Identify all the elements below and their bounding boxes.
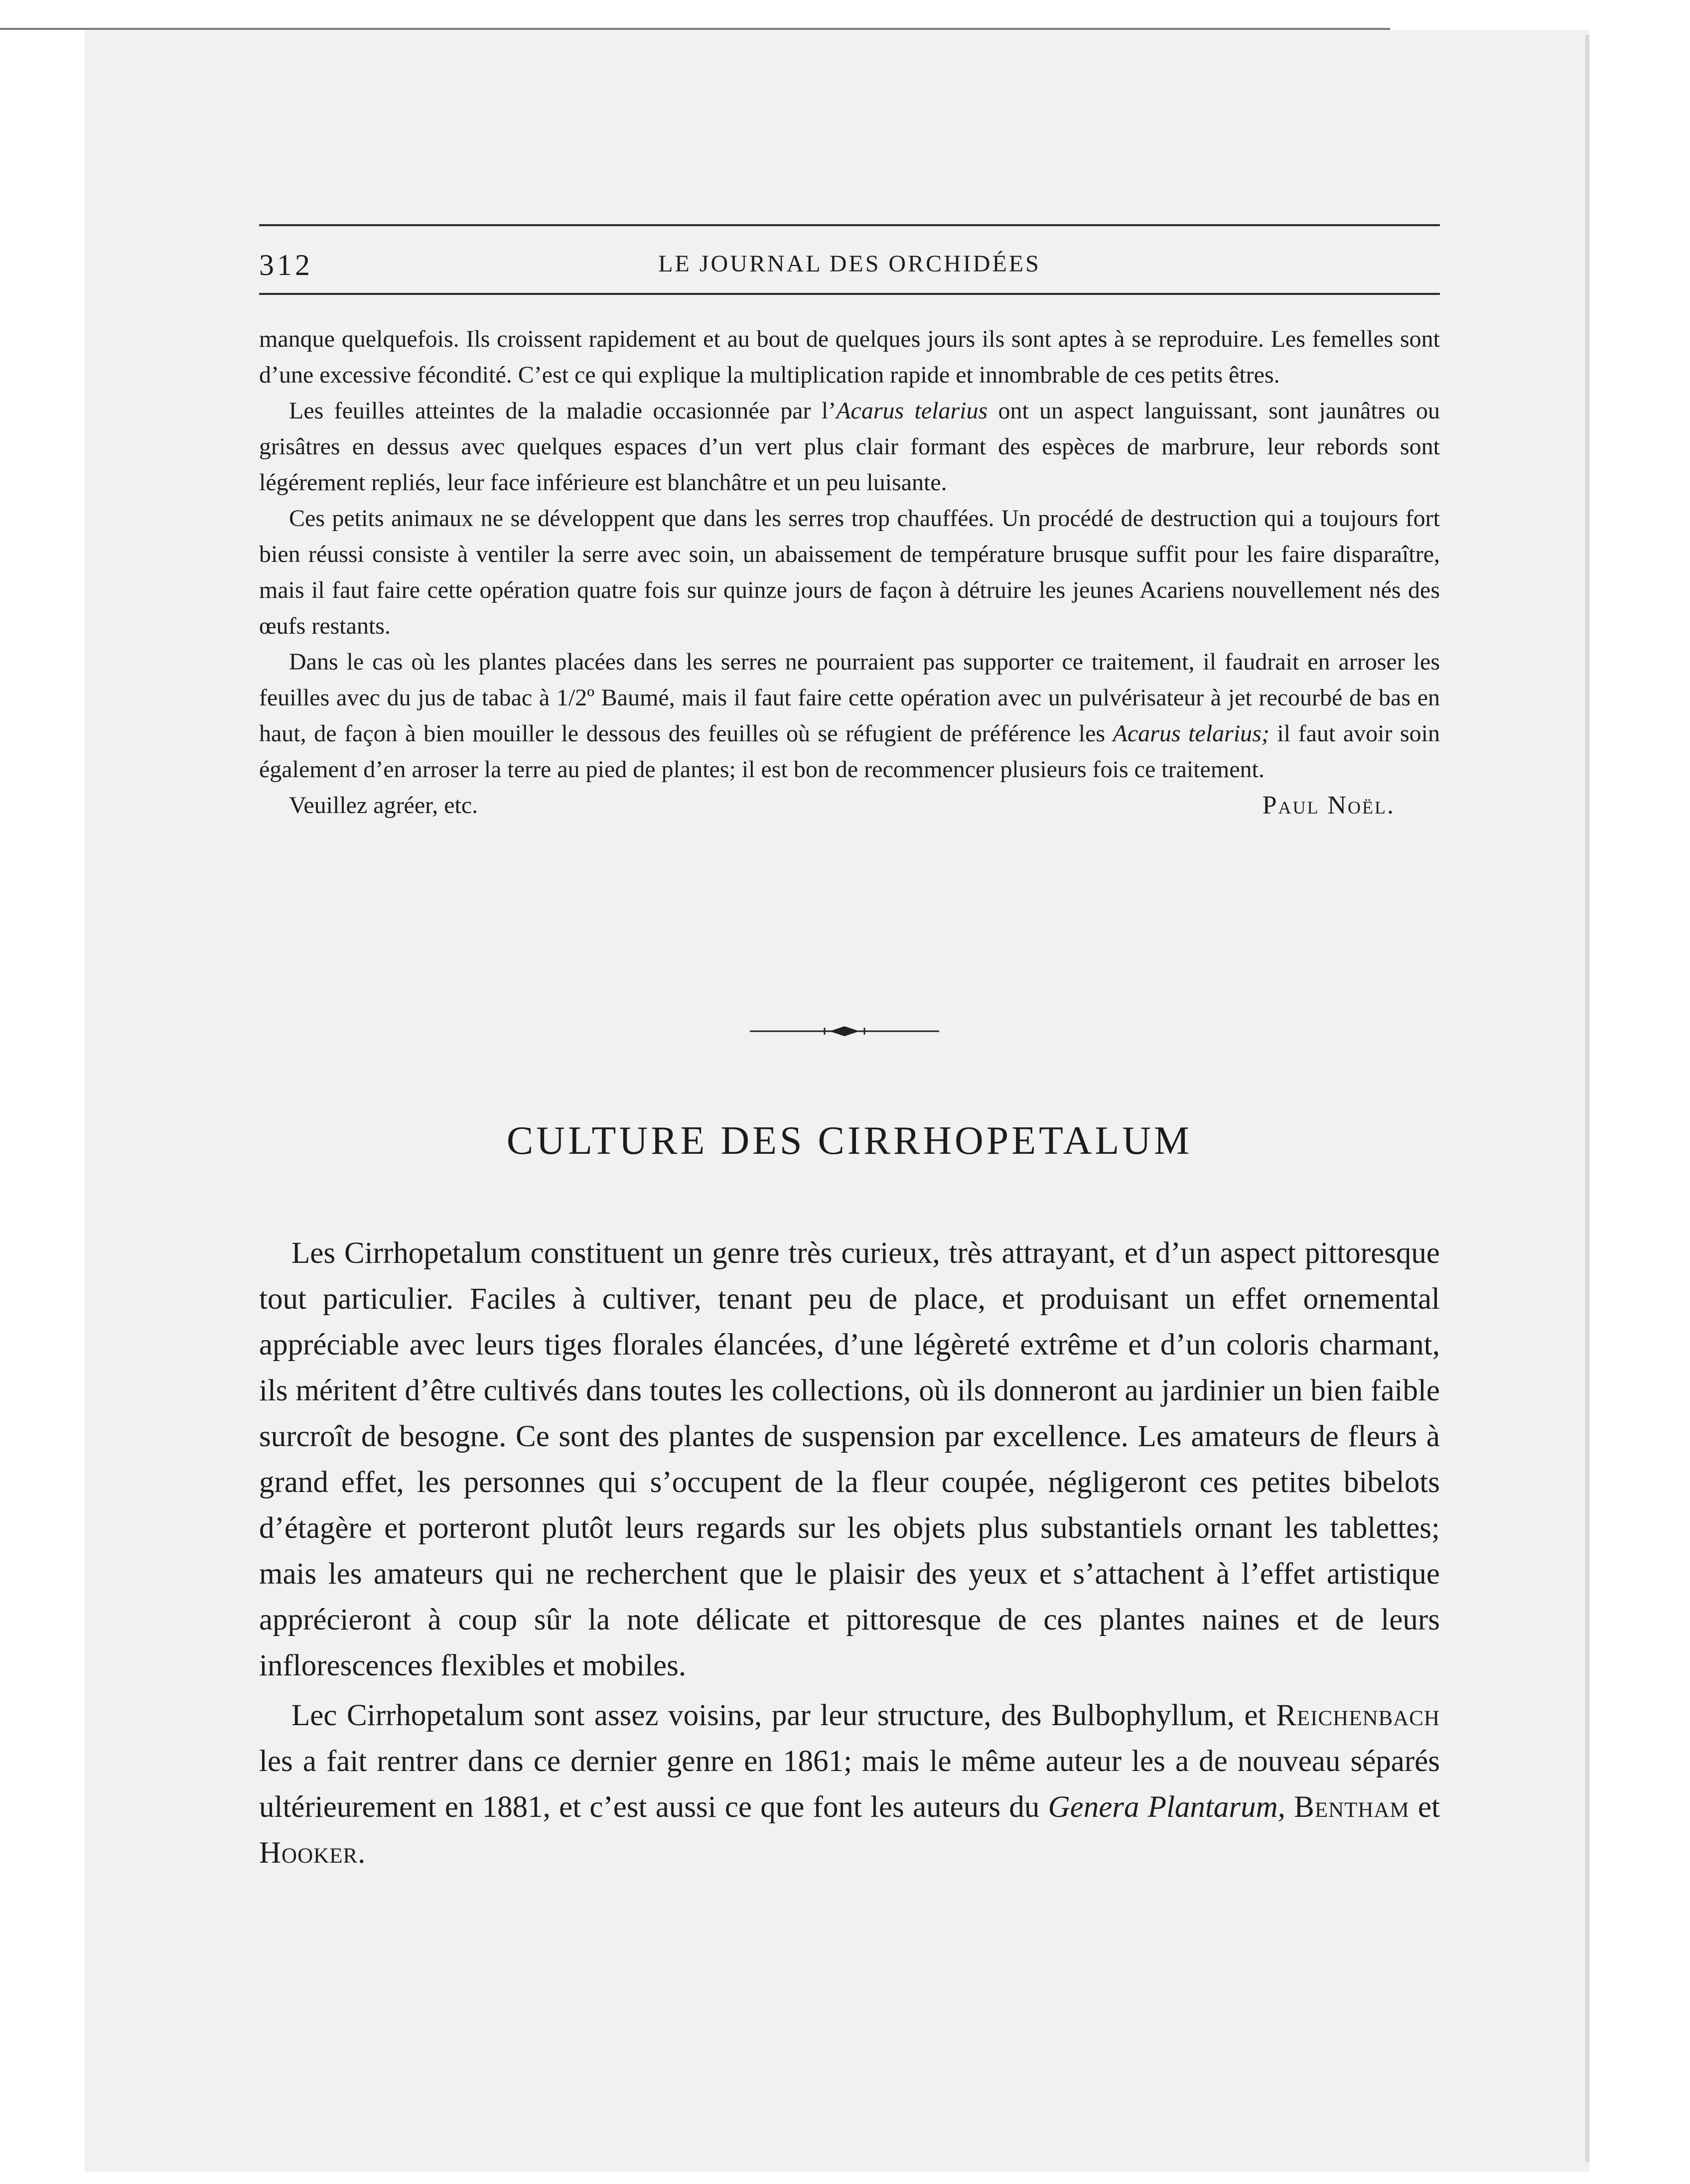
journal-title: LE JOURNAL DES ORCHIDÉES	[658, 251, 1041, 277]
section-divider-ornament	[745, 1021, 944, 1041]
header-top-rule	[259, 224, 1440, 226]
letter-closing: Veuillez agréer, etc.	[289, 792, 478, 819]
article-paragraph-2: Lec Cirrhopetalum sont assez voisins, par leur structure, des Bulbophyllum, et Reichenbach les a fait rentrer dans ce dernier genre en 1861; mais le même auteur les a de nouveau séparés ultérieurement en 1881, et c’est aussi ce que font les auteurs du Genera Plantarum, Bentham et Hooker.	[259, 1699, 1440, 1870]
author-name: Reichenbach	[1276, 1699, 1440, 1732]
author-name: Bentham	[1294, 1790, 1409, 1824]
species-name: Acarus telarius;	[1113, 720, 1269, 747]
header-bottom-rule	[259, 293, 1440, 295]
letter-paragraph-2: Les feuilles atteintes de la maladie occasionnée par l’Acarus telarius ont un aspect languissant, sont jaunâtres ou grisâtres en dessus avec quelques espaces d’un vert plus clair formant des espèces de marbrure, leur rebords sont légérement repliés, leur face inférieure est blanchâtre et un peu luisante.	[259, 398, 1440, 496]
author-name: Hooker	[259, 1836, 358, 1870]
letter-continuation	[259, 321, 1440, 823]
letter-author: Paul Noël.	[1262, 791, 1395, 819]
article-body	[259, 1230, 1440, 1880]
article-title: CULTURE DES CIRRHOPETALUM	[506, 1119, 1193, 1163]
letter-paragraph-1: manque quelquefois. Ils croissent rapidement et au bout de quelques jours ils sont aptes à se reproduire. Les femelles sont d’une excessive fécondité. C’est ce qui explique la multiplication rapide et innombrable de ces petits êtres.	[259, 326, 1440, 388]
book-title: Genera Plantarum,	[1048, 1790, 1285, 1824]
letter-paragraph-4: Dans le cas où les plantes placées dans les serres ne pourraient pas supporter ce traitement, il faudrait en arroser les feuilles avec du jus de tabac à 1/2º Baumé, mais il faut faire cette opération avec un pulvérisateur à jet recourbé de bas en haut, de façon à bien mouiller le dessous des feuilles où se réfugient de préférence les Acarus telarius; il faut avoir soin également d’en arroser la terre au pied de plantes; il est bon de recommencer plusieurs fois ce traitement.	[259, 649, 1440, 783]
letter-paragraph-3: Ces petits animaux ne se développent que dans les serres trop chauffées. Un procédé de destruction qui a toujours fort bien réussi consiste à ventiler la serre avec soin, un abaissement de température brusque suffit pour les faire disparaître, mais il faut faire cette opération quatre fois sur quinze jours de façon à détruire les jeunes Acariens nouvellement nés des œufs restants.	[259, 505, 1440, 639]
species-name: Acarus telarius	[836, 398, 988, 424]
page-number: 312	[259, 249, 313, 281]
letter-signoff	[259, 788, 1440, 823]
scan-top-edge	[0, 28, 1390, 30]
running-head	[259, 238, 1440, 283]
article-paragraph-1: Les Cirrhopetalum constituent un genre très curieux, très attrayant, et d’un aspect pittoresque tout particulier. Faciles à cultiver, tenant peu de place, et produisant un effet ornemental appréciable avec leurs tiges florales élancées, d’une légèreté extrême et d’un coloris charmant, ils méritent d’être cultivés dans toutes les collections, où ils donneront au jardinier un bien faible surcroît de besogne. Ce sont des plantes de suspension par excellence. Les amateurs de fleurs à grand effet, les personnes qui s’occupent de la fleur coupée, négligeront ces petites bibelots d’étagère et porteront plutôt leurs regards sur les objets plus substantiels ornant les tablettes; mais les amateurs qui ne recherchent que le plaisir des yeux et s’attachent à l’effet artistique apprécieront à coup sûr la note délicate et pittoresque de ces plantes naines et de leurs inflorescences flexibles et mobiles.	[259, 1236, 1440, 1682]
scan-right-edge	[1585, 35, 1589, 2162]
